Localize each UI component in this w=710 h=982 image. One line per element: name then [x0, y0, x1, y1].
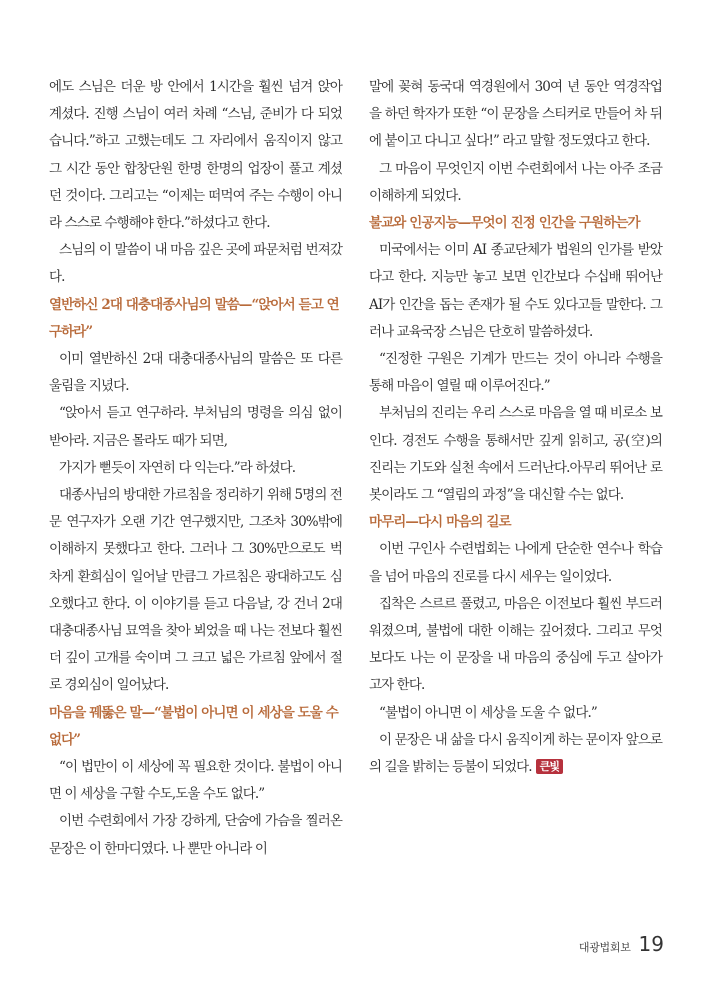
end-mark-badge: 큰빛	[536, 759, 563, 774]
closing-text: 이 문장은 내 삶을 다시 움직이게 하는 문이자 앞으로의 길을 밝히는 등불이 되었다.	[369, 731, 662, 776]
paragraph: 이번 구인사 수련법회는 나에게 단순한 연수나 학습을 넘어 마음의 진로를 다시 세우는 일이었다.	[369, 541, 662, 585]
paragraph	[369, 727, 662, 781]
publication-name: 대광법회보	[578, 941, 631, 954]
paragraph: 부처님의 진리는 우리 스스로 마음을 열 때 비로소 보인다. 경전도 수행을 통해서만 깊게 읽히고, 공(空)의 진리는 기도와 실천 속에서 드러난다.아무리 뛰어난 로봇이라도 그 “열림의 과정”을 대신할 수는 없다.	[369, 405, 662, 504]
section-heading: 불교와 인공지능—무엇이 진정 인간을 구원하는가	[369, 215, 640, 232]
quote-paragraph: “이 법만이 이 세상에 꼭 필요한 것이다. 불법이 아니면 이 세상을 구할 수도,도울 수도 없다.”	[49, 759, 342, 803]
paragraph: 말에 꽂혀 동국대 역경원에서 30여 년 동안 역경작업을 하던 학자가 또한 “이 문장을 스티커로 만들어 차 뒤에 붙이고 다니고 싶다!” 라고 말할 정도였다고 한다.	[369, 79, 662, 150]
quote-paragraph: “불법이 아니면 이 세상을 도울 수 없다.”	[379, 704, 597, 721]
paragraph: 이번 수련회에서 가장 강하게, 단숨에 가슴을 찔러온 문장은 이 한마디였다. 나 뿐만 아니라 이	[49, 813, 342, 857]
quote-paragraph: “진정한 구원은 기계가 만드는 것이 아니라 수행을 통해 마음이 열릴 때 이루어진다.”	[369, 351, 662, 395]
section-heading: 마무리—다시 마음의 길로	[369, 514, 511, 531]
paragraph: 미국에서는 이미 AI 종교단체가 법원의 인가를 받았다고 한다. 지능만 놓고 보면 인간보다 수십배 뛰어난 AI가 인간을 돕는 존재가 될 수도 있다고들 말한다. 그러나 교육국장 스님은 단호히 말씀하셨다.	[369, 242, 662, 340]
right-column	[369, 74, 662, 781]
paragraph: 에도 스님은 더운 방 안에서 1시간을 훨씬 넘겨 앉아 계셨다. 진행 스님이 여러 차례 “스님, 준비가 다 되었습니다.”하고 고했는데도 그 자리에서 움직이지 않고 그 시간 동안 합창단원 한명 한명의 업장이 풀고 계셨던 것이다. 그리고는 “이제는 떠먹여 주는 수행이 아니라 스스로 수행해야 한다.”하셨다고 한다.	[49, 79, 342, 232]
page-number: 19	[638, 932, 664, 956]
quote-paragraph: 가지가 뻗듯이 자연히 다 익는다.”라 하셨다.	[59, 459, 296, 476]
section-heading: 마음을 꿰뚫은 말—“불법이 아니면 이 세상을 도울 수 없다”	[49, 704, 338, 748]
paragraph: 대종사님의 방대한 가르침을 정리하기 위해 5명의 전문 연구자가 오랜 기간 연구했지만, 그조차 30%밖에 이해하지 못했다고 한다. 그러나 그 30%만으로도 벅차게 환희심이 일어날 만큼그 가르침은 광대하고도 심오했다고 한다. 이 이야기를 듣고 다음날, 강 건너 2대 대충대종사님 묘역을 찾아 뵈었을 때 나는 전보다 훨씬 더 깊이 고개를 숙이며 그 크고 넓은 가르침 앞에서 절로 경외심이 일어났다.	[49, 487, 342, 694]
paragraph: 그 마음이 무엇인지 이번 수련회에서 나는 아주 조금 이해하게 되었다.	[369, 160, 662, 204]
left-column	[49, 74, 342, 863]
paragraph: 스님의 이 말씀이 내 마음 깊은 곳에 파문처럼 번져갔다.	[49, 242, 342, 286]
paragraph: 이미 열반하신 2대 대충대종사님의 말씀은 또 다른 울림을 지녔다.	[49, 351, 342, 395]
paragraph: 집착은 스르르 풀렸고, 마음은 이전보다 훨씬 부드러워졌으며, 불법에 대한 이해는 깊어졌다. 그리고 무엇보다도 나는 이 문장을 내 마음의 중심에 두고 살아가고자 한다.	[369, 595, 662, 694]
page-footer	[579, 932, 664, 956]
section-heading: 열반하신 2대 대충대종사님의 말씀—“앉아서 듣고 연구하라”	[49, 296, 339, 340]
quote-paragraph: “앉아서 듣고 연구하라. 부처님의 명령을 의심 없이 받아라. 지금은 몰라도 때가 되면,	[49, 405, 342, 449]
